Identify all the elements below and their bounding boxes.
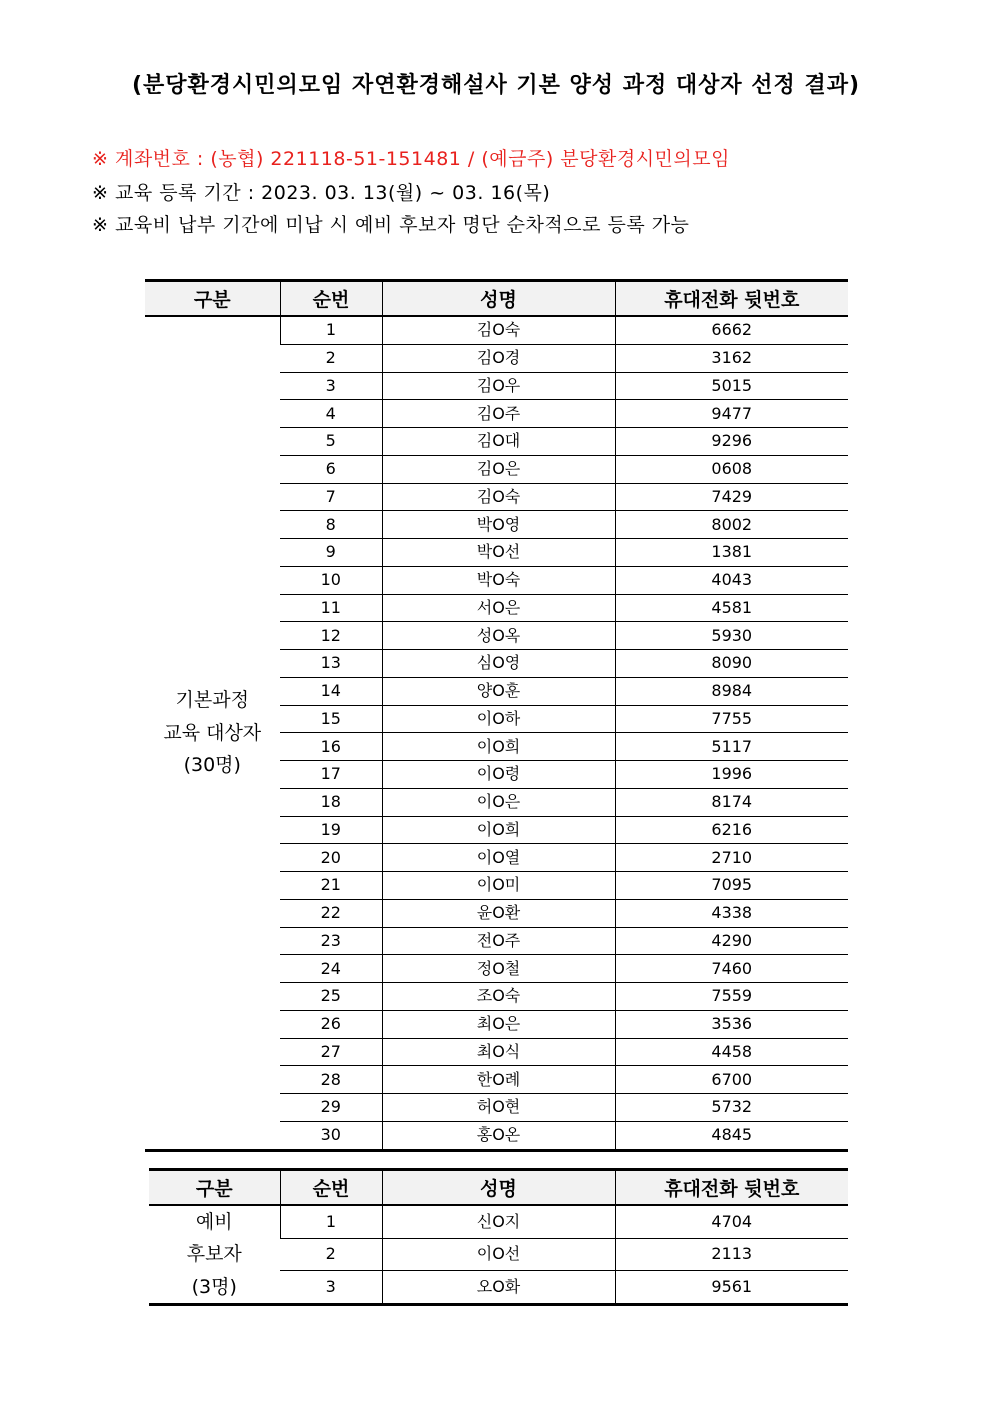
phone-cell: 4338 bbox=[615, 899, 848, 927]
number-cell: 3 bbox=[280, 372, 382, 400]
group-label-line: (30명) bbox=[183, 753, 241, 776]
group-label bbox=[149, 1205, 280, 1304]
phone-cell: 4704 bbox=[615, 1205, 848, 1238]
name-cell: 이O미 bbox=[382, 872, 615, 900]
number-cell: 1 bbox=[280, 1205, 382, 1238]
name-cell: 김O대 bbox=[382, 428, 615, 456]
group-label-line: (3명) bbox=[191, 1275, 237, 1298]
name-cell: 허O현 bbox=[382, 1094, 615, 1122]
number-cell: 27 bbox=[280, 1038, 382, 1066]
phone-cell: 4458 bbox=[615, 1038, 848, 1066]
phone-cell: 4043 bbox=[615, 566, 848, 594]
name-cell: 김O주 bbox=[382, 400, 615, 428]
number-cell: 9 bbox=[280, 539, 382, 567]
name-cell: 박O숙 bbox=[382, 566, 615, 594]
group-label-line: 후보자 bbox=[186, 1243, 242, 1266]
number-cell: 14 bbox=[280, 677, 382, 705]
phone-cell: 6216 bbox=[615, 816, 848, 844]
phone-cell: 5015 bbox=[615, 372, 848, 400]
page-title: (분당환경시민의모임 자연환경해설사 기본 양성 과정 대상자 선정 결과) bbox=[131, 73, 861, 98]
number-cell: 29 bbox=[280, 1094, 382, 1122]
phone-cell: 1996 bbox=[615, 761, 848, 789]
name-cell: 이O은 bbox=[382, 788, 615, 816]
registration-period-notice: ※ 교육 등록 기간 : 2023. 03. 13(월) ~ 03. 16(목) bbox=[92, 182, 551, 204]
number-cell: 28 bbox=[280, 1066, 382, 1094]
name-cell: 김O은 bbox=[382, 455, 615, 483]
phone-cell: 7095 bbox=[615, 872, 848, 900]
header-category: 구분 bbox=[149, 1170, 280, 1206]
table-header-row bbox=[145, 281, 848, 317]
number-cell: 5 bbox=[280, 428, 382, 456]
name-cell: 김O우 bbox=[382, 372, 615, 400]
header-name: 성명 bbox=[382, 281, 615, 317]
name-cell: 홍O온 bbox=[382, 1121, 615, 1150]
name-cell: 최O은 bbox=[382, 1010, 615, 1038]
name-cell: 정O철 bbox=[382, 955, 615, 983]
name-cell: 김O숙 bbox=[382, 483, 615, 511]
phone-cell: 5117 bbox=[615, 733, 848, 761]
name-cell: 신O지 bbox=[382, 1205, 615, 1238]
phone-cell: 3536 bbox=[615, 1010, 848, 1038]
number-cell: 7 bbox=[280, 483, 382, 511]
phone-cell: 7755 bbox=[615, 705, 848, 733]
number-cell: 4 bbox=[280, 400, 382, 428]
phone-cell: 2710 bbox=[615, 844, 848, 872]
phone-cell: 8090 bbox=[615, 650, 848, 678]
phone-cell: 8984 bbox=[615, 677, 848, 705]
group-label-line: 예비 bbox=[195, 1211, 233, 1233]
name-cell: 이O열 bbox=[382, 844, 615, 872]
number-cell: 23 bbox=[280, 927, 382, 955]
phone-cell: 6662 bbox=[615, 316, 848, 344]
header-number: 순번 bbox=[280, 1170, 382, 1206]
name-cell: 전O주 bbox=[382, 927, 615, 955]
table-row bbox=[145, 316, 848, 344]
name-cell: 양O훈 bbox=[382, 677, 615, 705]
phone-cell: 7460 bbox=[615, 955, 848, 983]
account-notice: ※ 계좌번호 : (농협) 221118-51-151481 / (예금주) 분당환경시민의모임 bbox=[92, 148, 730, 170]
phone-cell: 4290 bbox=[615, 927, 848, 955]
name-cell: 조O숙 bbox=[382, 983, 615, 1011]
name-cell: 박O선 bbox=[382, 539, 615, 567]
number-cell: 20 bbox=[280, 844, 382, 872]
name-cell: 이O희 bbox=[382, 733, 615, 761]
phone-cell: 8174 bbox=[615, 788, 848, 816]
header-category: 구분 bbox=[145, 281, 280, 317]
phone-cell: 2113 bbox=[615, 1238, 848, 1271]
waitlist-notice: ※ 교육비 납부 기간에 미납 시 예비 후보자 명단 순차적으로 등록 가능 bbox=[92, 214, 690, 236]
number-cell: 2 bbox=[280, 1238, 382, 1271]
table-row bbox=[149, 1205, 848, 1238]
number-cell: 12 bbox=[280, 622, 382, 650]
phone-cell: 9561 bbox=[615, 1271, 848, 1305]
number-cell: 22 bbox=[280, 899, 382, 927]
phone-cell: 5930 bbox=[615, 622, 848, 650]
reserve-candidate-table bbox=[149, 1168, 848, 1306]
name-cell: 윤O환 bbox=[382, 899, 615, 927]
phone-cell: 3162 bbox=[615, 344, 848, 372]
number-cell: 10 bbox=[280, 566, 382, 594]
phone-cell: 7429 bbox=[615, 483, 848, 511]
name-cell: 오O화 bbox=[382, 1271, 615, 1305]
name-cell: 이O하 bbox=[382, 705, 615, 733]
header-phone: 휴대전화 뒷번호 bbox=[615, 1170, 848, 1206]
phone-cell: 6700 bbox=[615, 1066, 848, 1094]
number-cell: 25 bbox=[280, 983, 382, 1011]
name-cell: 최O식 bbox=[382, 1038, 615, 1066]
number-cell: 1 bbox=[280, 316, 382, 344]
number-cell: 16 bbox=[280, 733, 382, 761]
name-cell: 심O영 bbox=[382, 650, 615, 678]
number-cell: 2 bbox=[280, 344, 382, 372]
phone-cell: 8002 bbox=[615, 511, 848, 539]
number-cell: 21 bbox=[280, 872, 382, 900]
name-cell: 김O숙 bbox=[382, 316, 615, 344]
number-cell: 26 bbox=[280, 1010, 382, 1038]
name-cell: 이O선 bbox=[382, 1238, 615, 1271]
number-cell: 13 bbox=[280, 650, 382, 678]
name-cell: 서O은 bbox=[382, 594, 615, 622]
phone-cell: 4845 bbox=[615, 1121, 848, 1150]
name-cell: 한O례 bbox=[382, 1066, 615, 1094]
main-selection-table bbox=[145, 279, 848, 1152]
number-cell: 6 bbox=[280, 455, 382, 483]
phone-cell: 0608 bbox=[615, 455, 848, 483]
number-cell: 24 bbox=[280, 955, 382, 983]
phone-cell: 1381 bbox=[615, 539, 848, 567]
number-cell: 3 bbox=[325, 1277, 336, 1297]
number-cell: 18 bbox=[280, 788, 382, 816]
header-number: 순번 bbox=[280, 281, 382, 317]
number-cell: 8 bbox=[280, 511, 382, 539]
number-cell: 30 bbox=[320, 1125, 341, 1145]
number-cell: 19 bbox=[280, 816, 382, 844]
group-label-line: 교육 대상자 bbox=[163, 721, 262, 744]
phone-cell: 7559 bbox=[615, 983, 848, 1011]
name-cell: 이O희 bbox=[382, 816, 615, 844]
number-cell: 15 bbox=[280, 705, 382, 733]
header-phone: 휴대전화 뒷번호 bbox=[615, 281, 848, 317]
phone-cell: 9296 bbox=[615, 428, 848, 456]
header-name: 성명 bbox=[382, 1170, 615, 1206]
phone-cell: 9477 bbox=[615, 400, 848, 428]
name-cell: 성O옥 bbox=[382, 622, 615, 650]
group-label bbox=[145, 316, 280, 1150]
name-cell: 이O령 bbox=[382, 761, 615, 789]
number-cell: 11 bbox=[280, 594, 382, 622]
name-cell: 김O경 bbox=[382, 344, 615, 372]
table-header-row bbox=[149, 1170, 848, 1206]
number-cell: 17 bbox=[280, 761, 382, 789]
name-cell: 박O영 bbox=[382, 511, 615, 539]
group-label-line: 기본과정 bbox=[175, 689, 249, 712]
phone-cell: 5732 bbox=[615, 1094, 848, 1122]
phone-cell: 4581 bbox=[615, 594, 848, 622]
